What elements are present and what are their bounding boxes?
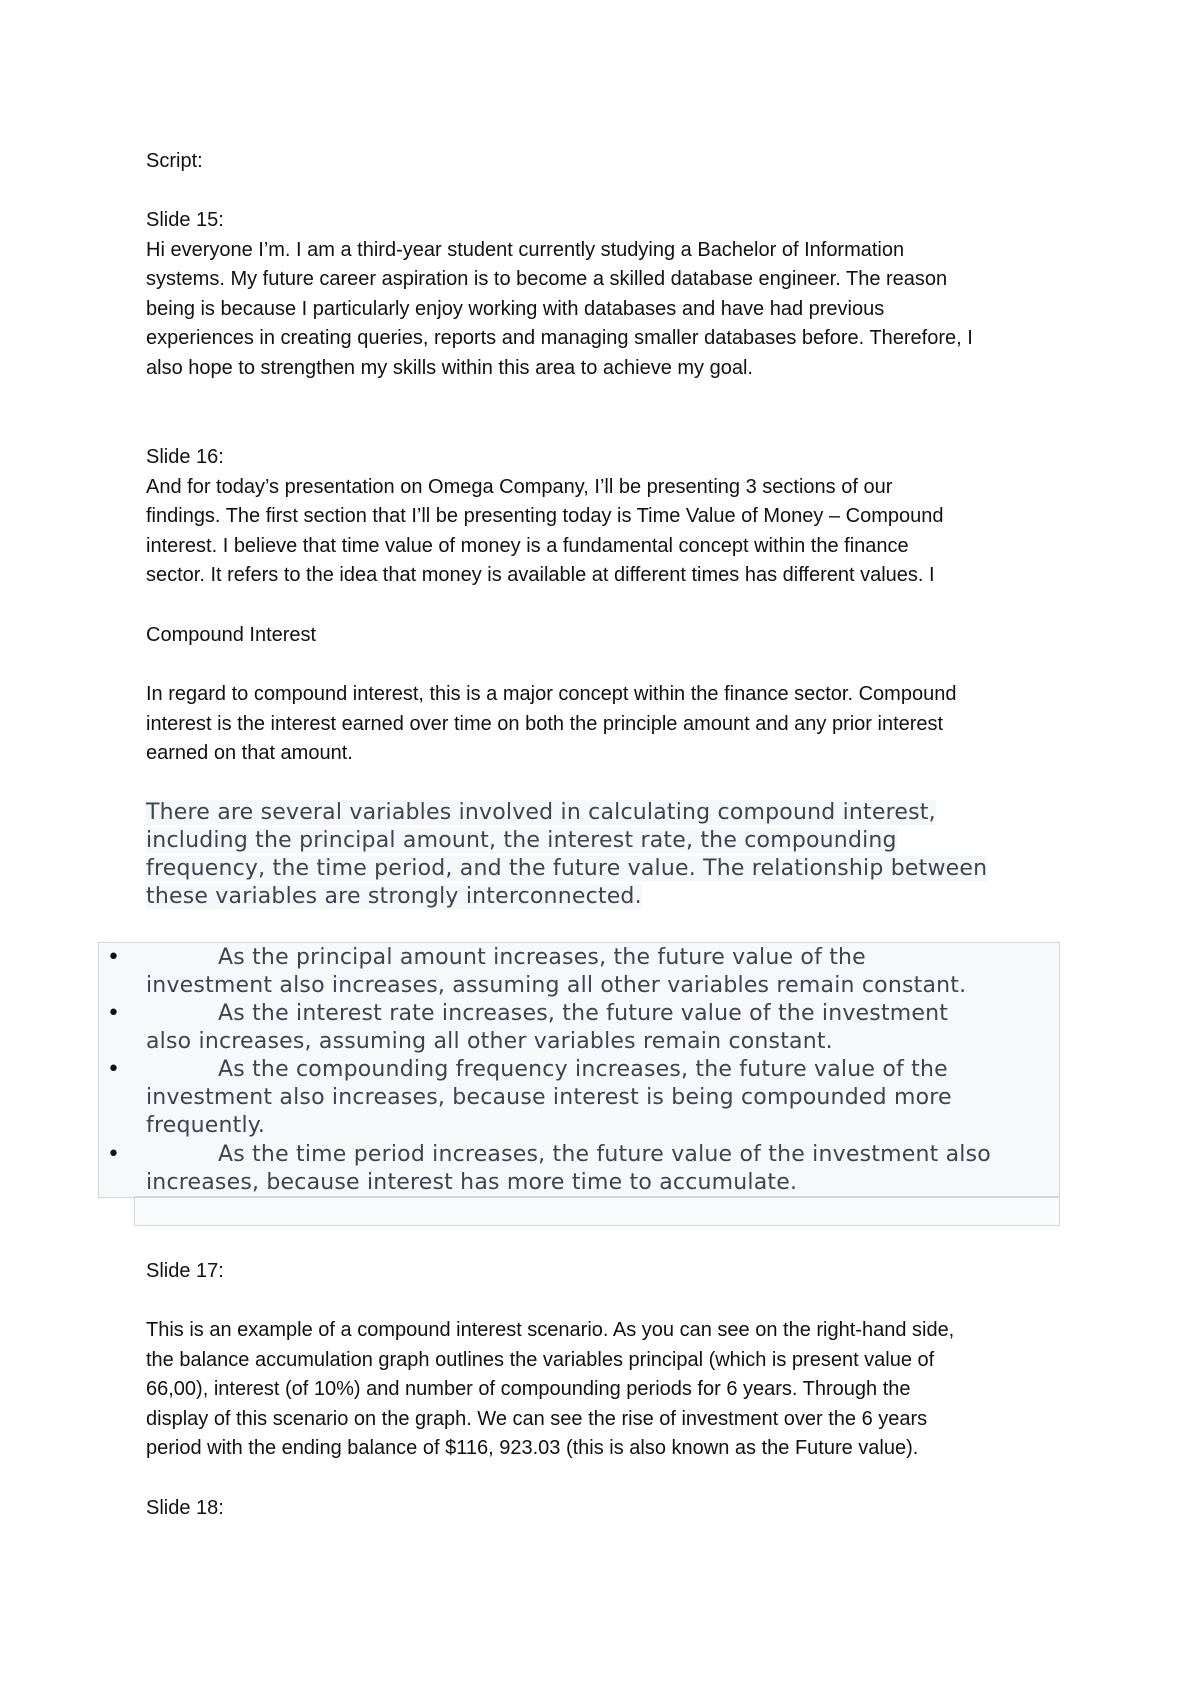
slide16-line: interest. I believe that time value of money is a fundamental concept within the finance: [146, 534, 909, 557]
bullet-item: [107, 1056, 1066, 1140]
compound-line: earned on that amount.: [146, 742, 353, 764]
variables-line: There are several variables involved in calculating compound interest,: [146, 800, 936, 825]
variables-paragraph: [146, 799, 1086, 911]
bullet-icon: •: [107, 1001, 121, 1026]
bullet-icon: •: [107, 1057, 121, 1082]
slide15-section: [146, 206, 1066, 383]
bullet-line: investment also increases, assuming all other variables remain constant.: [146, 973, 967, 998]
slide15-line: Hi everyone I’m. I am a third-year student currently studying a Bachelor of Information: [146, 238, 905, 261]
slide15-heading: Slide 15:: [146, 209, 224, 231]
bullet-icon: •: [107, 1142, 121, 1167]
slide17-line: the balance accumulation graph outlines the variables principal (which is present value of: [146, 1348, 935, 1371]
variables-line: including the principal amount, the interest rate, the compounding: [146, 828, 897, 853]
slide16-heading: Slide 16:: [146, 446, 224, 468]
bullet-line: As the compounding frequency increases, the future value of the: [218, 1057, 948, 1082]
script-label: Script:: [146, 150, 203, 172]
bullet-item: [107, 944, 1066, 1000]
slide17-line: This is an example of a compound interest scenario. As you can see on the right-hand side,: [146, 1319, 955, 1341]
slide16-section: [146, 443, 1066, 591]
compound-paragraph: [146, 680, 1066, 769]
slide17-paragraph: [146, 1316, 1066, 1464]
slide17-line: display of this scenario on the graph. We can see the rise of investment over the 6 years: [146, 1407, 928, 1430]
bullet-icon: •: [107, 945, 121, 970]
bullet-line: investment also increases, because interest is being compounded more: [146, 1085, 952, 1110]
variables-line: these variables are strongly interconnected.: [146, 884, 642, 909]
bullet-item: [107, 1141, 1066, 1197]
slide16-line: sector. It refers to the idea that money is available at different times has different values. I: [146, 564, 935, 586]
bullet-line: also increases, assuming all other variables remain constant.: [146, 1029, 833, 1054]
variables-line: frequency, the time period, and the future value. The relationship between: [146, 856, 988, 881]
bullet-line: As the time period increases, the future value of the investment also: [218, 1142, 991, 1167]
bullet-item: [107, 1000, 1066, 1056]
slide18-heading: Slide 18:: [146, 1497, 224, 1519]
slide15-line: experiences in creating queries, reports and managing smaller databases before. Therefore, I: [146, 327, 973, 349]
slide16-line: findings. The first section that I’ll be presenting today is Time Value of Money – Compound: [146, 505, 944, 527]
slide15-line: being is because I particularly enjoy working with databases and have had previous: [146, 297, 885, 320]
compound-line: In regard to compound interest, this is a major concept within the finance sector. Compound: [146, 683, 957, 705]
bullet-line: As the interest rate increases, the future value of the investment: [218, 1001, 949, 1026]
slide15-line: also hope to strengthen my skills within this area to achieve my goal.: [146, 356, 753, 379]
slide17-heading: Slide 17:: [146, 1260, 224, 1282]
compound-heading: Compound Interest: [146, 624, 317, 646]
slide15-line: systems. My future career aspiration is to become a skilled database engineer. The reason: [146, 268, 948, 290]
slide16-line: And for today’s presentation on Omega Company, I’ll be presenting 3 sections of our: [146, 475, 893, 498]
slide17-line: 66,00), interest (of 10%) and number of compounding periods for 6 years. Through the: [146, 1378, 911, 1400]
bullet-line: increases, because interest has more time to accumulate.: [146, 1170, 798, 1195]
bullet-list-box-tail: [134, 1196, 1060, 1226]
bullet-line: frequently.: [146, 1113, 266, 1138]
bullet-line: As the principal amount increases, the future value of the: [218, 945, 866, 970]
compound-line: interest is the interest earned over time on both the principle amount and any prior interest: [146, 712, 944, 735]
slide17-line: period with the ending balance of $116, 923.03 (this is also known as the Future value).: [146, 1437, 919, 1459]
